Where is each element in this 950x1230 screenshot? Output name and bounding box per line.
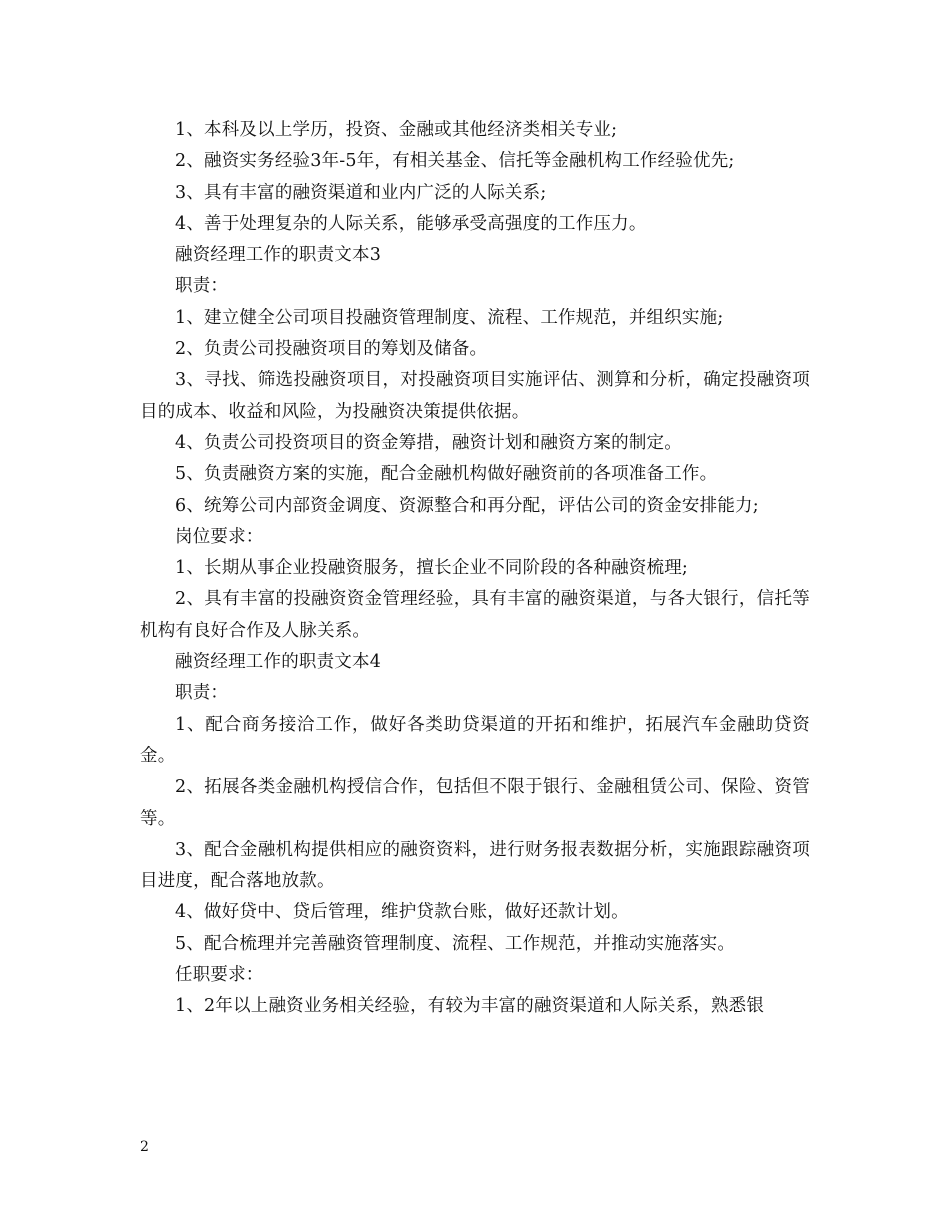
subheading: 岗位要求： xyxy=(175,526,264,547)
body-paragraph: 3、具有丰富的融资渠道和业内广泛的人际关系; xyxy=(175,182,547,203)
body-paragraph: 2、拓展各类金融机构授信合作，包括但不限于银行、金融租赁公司、保险、资管等。 xyxy=(140,777,810,829)
body-paragraph: 1、2年以上融资业务相关经验，有较为丰富的融资渠道和人际关系，熟悉银 xyxy=(175,996,765,1017)
subheading: 职责： xyxy=(175,683,229,704)
body-paragraph: 1、建立健全公司项目投融资管理制度、流程、工作规范，并组织实施; xyxy=(175,307,724,328)
section-heading: 融资经理工作的职责文本3 xyxy=(175,245,382,266)
page-number: 2 xyxy=(140,1139,149,1155)
subheading: 职责： xyxy=(175,276,229,297)
section-heading: 融资经理工作的职责文本4 xyxy=(175,652,382,673)
document-body xyxy=(140,115,810,1023)
body-paragraph: 3、寻找、筛选投融资项目，对投融资项目实施评估、测算和分析，确定投融资项目的成本、收益和风险，为投融资决策提供依据。 xyxy=(140,370,810,422)
body-paragraph: 1、长期从事企业投融资服务，擅长企业不同阶段的各种融资梳理; xyxy=(175,558,689,579)
body-paragraph: 3、配合金融机构提供相应的融资资料，进行财务报表数据分析，实施跟踪融资项目进度，配合落地放款。 xyxy=(140,839,810,892)
body-paragraph: 1、配合商务接洽工作，做好各类助贷渠道的开拓和维护，拓展汽车金融助贷资金。 xyxy=(140,714,810,766)
body-paragraph: 4、做好贷中、贷后管理，维护贷款台账，做好还款计划。 xyxy=(175,902,629,923)
body-paragraph: 6、统筹公司内部资金调度、资源整合和再分配，评估公司的资金安排能力; xyxy=(175,495,759,516)
body-paragraph: 5、配合梳理并完善融资管理制度、流程、工作规范，并推动实施落实。 xyxy=(175,933,736,954)
body-paragraph: 5、负责融资方案的实施，配合金融机构做好融资前的各项准备工作。 xyxy=(175,464,718,485)
body-paragraph: 2、具有丰富的投融资资金管理经验，具有丰富的融资渠道，与各大银行，信托等机构有良好合作及人脉关系。 xyxy=(140,589,810,641)
body-paragraph: 1、本科及以上学历，投资、金融或其他经济类相关专业; xyxy=(175,120,618,140)
body-paragraph: 4、善于处理复杂的人际关系，能够承受高强度的工作压力。 xyxy=(175,213,647,234)
body-paragraph: 4、负责公司投资项目的资金筹措，融资计划和融资方案的制定。 xyxy=(175,432,682,453)
subheading: 任职要求： xyxy=(175,965,264,986)
body-paragraph: 2、负责公司投融资项目的筹划及储备。 xyxy=(175,339,488,360)
body-paragraph: 2、融资实务经验3年-5年，有相关基金、信托等金融机构工作经验优先; xyxy=(175,151,735,172)
